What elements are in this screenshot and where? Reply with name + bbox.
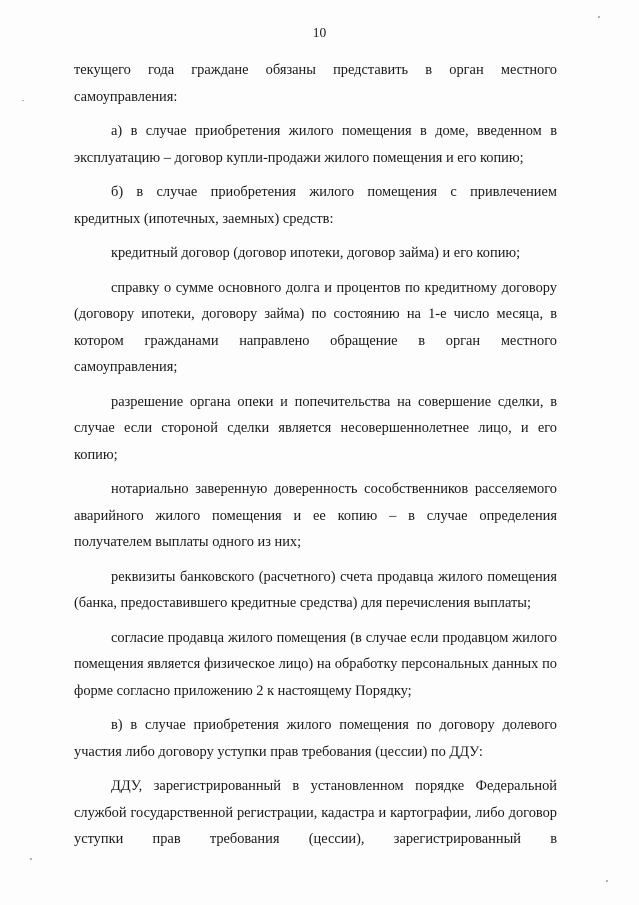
paragraph-9: согласие продавца жилого помещения (в случае если продавцом жилого помещения является физическое лицо) на обработку персональных данных по форме согласно приложению 2 к настоящему Порядку;: [74, 629, 557, 699]
scan-speck: [598, 16, 600, 18]
scan-speck: [30, 858, 32, 860]
paragraph-8: реквизиты банковского (расчетного) счета продавца жилого помещения (банка, предоставившего кредитные средства) для перечисления выплаты;: [74, 568, 557, 611]
scan-speck: [606, 880, 608, 882]
page-number: 10: [312, 25, 327, 40]
paragraph-3: б) в случае приобретения жилого помещения с привлечением кредитных (ипотечных, заемных) средств:: [74, 184, 557, 227]
paragraph-11: ДДУ, зарегистрированный в установленном порядке Федеральной службой государственной регистрации, кадастра и картографии, либо договор уступки прав требования (цессии), зарегистрированный в: [74, 778, 557, 847]
paragraph-7: нотариально заверенную доверенность сособственников расселяемого аварийного жилого помещения и ее копию – в случае определения получателем выплаты одного из них;: [74, 481, 557, 550]
paragraph-4: кредитный договор (договор ипотеки, договор займа) и его копию;: [111, 245, 521, 261]
paragraph-1: текущего года граждане обязаны представить в орган местного самоуправления:: [74, 62, 557, 105]
document-body: [74, 57, 557, 853]
scan-speck: [22, 100, 24, 101]
paragraph-10: в) в случае приобретения жилого помещения по договору долевого участия либо договору уступки прав требования (цессии) по ДДУ:: [74, 717, 557, 760]
paragraph-6: разрешение органа опеки и попечительства на совершение сделки, в случае если стороной сделки является несовершеннолетнее лицо, и его копию;: [74, 393, 557, 463]
paragraph-5: справку о сумме основного долга и процентов по кредитному договору (договору ипотеки, договору займа) по состоянию на 1-е число месяца, в котором гражданами направлено обращение в орган местного самоуправления;: [74, 279, 557, 375]
paragraph-2: а) в случае приобретения жилого помещения в доме, введенном в эксплуатацию – договор купли-продажи жилого помещения и его копию;: [74, 123, 557, 166]
